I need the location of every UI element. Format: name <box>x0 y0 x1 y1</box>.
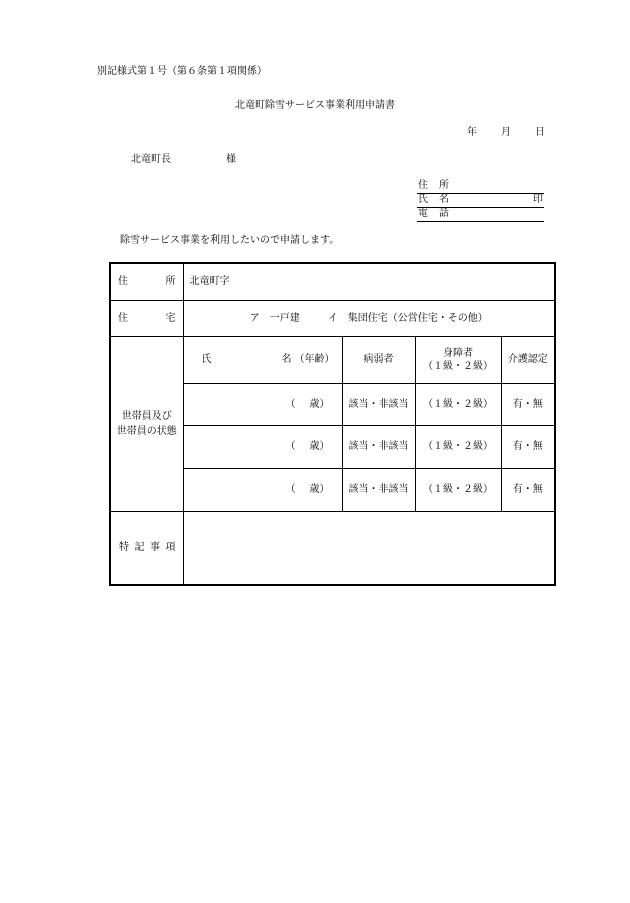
date-day-label: 日 <box>535 127 545 138</box>
member-care-cell[interactable]: 有・無 <box>501 383 555 425</box>
date-year-label: 年 <box>467 127 477 138</box>
household-label-line-1: 世帯員及び <box>121 410 172 422</box>
application-table <box>109 262 556 586</box>
addressee: 北竜町長 <box>131 154 171 165</box>
address-value: 北竜町字 <box>189 276 230 288</box>
applicant-block <box>417 180 544 222</box>
age-open: （ <box>285 484 296 495</box>
remarks-label-char-3: 事 <box>150 542 160 554</box>
housing-option-a: 一戸建 <box>269 312 300 324</box>
remarks-label-char-2: 記 <box>134 542 145 554</box>
address-row <box>110 263 555 300</box>
household-header-row <box>110 336 555 383</box>
age-open: （ <box>285 441 296 452</box>
applicant-name-label-1: 氏 <box>418 194 428 205</box>
member-disability-cell[interactable]: （１級・２級） <box>415 425 501 468</box>
housing-label-cell <box>110 300 183 336</box>
seal-mark: 印 <box>533 194 543 205</box>
applicant-phone-label-2: 話 <box>439 208 449 219</box>
housing-label-char-2: 宅 <box>165 312 176 324</box>
name-header-char-1: 氏 <box>201 354 212 365</box>
applicant-address-label-1: 住 <box>418 180 428 191</box>
disability-header-line-1: 身障者 <box>443 347 473 359</box>
member-name-age-cell[interactable] <box>183 383 342 425</box>
illness-header: 病弱者 <box>342 336 415 383</box>
honorific: 様 <box>226 154 236 165</box>
applicant-phone-label-1: 電 <box>418 208 428 219</box>
address-value-cell[interactable] <box>183 263 555 300</box>
applicant-name-label-2: 名 <box>439 194 449 205</box>
name-age-header <box>183 336 342 383</box>
applicant-phone-field[interactable] <box>417 208 544 222</box>
address-label-char-2: 所 <box>165 276 176 288</box>
age-header: （年齢） <box>294 354 335 365</box>
age-open: （ <box>285 398 296 410</box>
housing-option-a-mark: ア <box>249 312 260 324</box>
age-close: 歳） <box>309 441 330 452</box>
age-close: 歳） <box>309 398 330 410</box>
age-close: 歳） <box>309 484 330 495</box>
date-month-label: 月 <box>501 127 511 138</box>
remarks-label-char-1: 特 <box>119 542 129 554</box>
disability-header-line-2: （１級・２級） <box>423 360 493 372</box>
remarks-value-cell[interactable] <box>183 511 555 585</box>
member-disability-cell[interactable]: （１級・２級） <box>415 468 501 511</box>
member-care-cell[interactable]: 有・無 <box>501 425 555 468</box>
member-name-age-cell[interactable] <box>183 425 342 468</box>
form-identifier: 別記様式第１号（第６条第１項関係） <box>97 66 267 77</box>
remarks-label-cell <box>110 511 183 585</box>
housing-label-char-1: 住 <box>118 312 128 324</box>
member-disability-cell[interactable]: （１級・２級） <box>415 383 501 425</box>
member-name-age-cell[interactable] <box>183 468 342 511</box>
member-illness-cell[interactable]: 該当・非該当 <box>342 383 415 425</box>
member-illness-cell[interactable]: 該当・非該当 <box>342 425 415 468</box>
address-label-cell <box>110 263 183 300</box>
remarks-row <box>110 511 555 585</box>
applicant-name-field[interactable] <box>417 194 544 208</box>
address-label-char-1: 住 <box>118 276 128 288</box>
remarks-label-char-4: 項 <box>165 542 176 554</box>
housing-value-cell[interactable] <box>183 300 555 336</box>
document-title: 北竜町除雪サービス事業利用申請書 <box>235 100 395 111</box>
application-statement: 除雪サービス事業を利用したいので申請します。 <box>120 235 340 246</box>
disability-header <box>415 336 501 383</box>
housing-option-b-mark: イ <box>327 312 338 324</box>
member-care-cell[interactable]: 有・無 <box>501 468 555 511</box>
applicant-address-field[interactable] <box>417 180 544 194</box>
household-label-cell <box>110 336 183 511</box>
name-header-char-2: 名 <box>281 354 292 365</box>
care-header: 介護認定 <box>501 336 555 383</box>
applicant-address-label-2: 所 <box>439 180 449 191</box>
date-line <box>467 128 545 138</box>
member-illness-cell[interactable]: 該当・非該当 <box>342 468 415 511</box>
housing-row <box>110 300 555 336</box>
household-label-line-2: 世帯員の状態 <box>116 425 177 437</box>
housing-option-b: 集団住宅（公営住宅・その他） <box>347 312 488 324</box>
